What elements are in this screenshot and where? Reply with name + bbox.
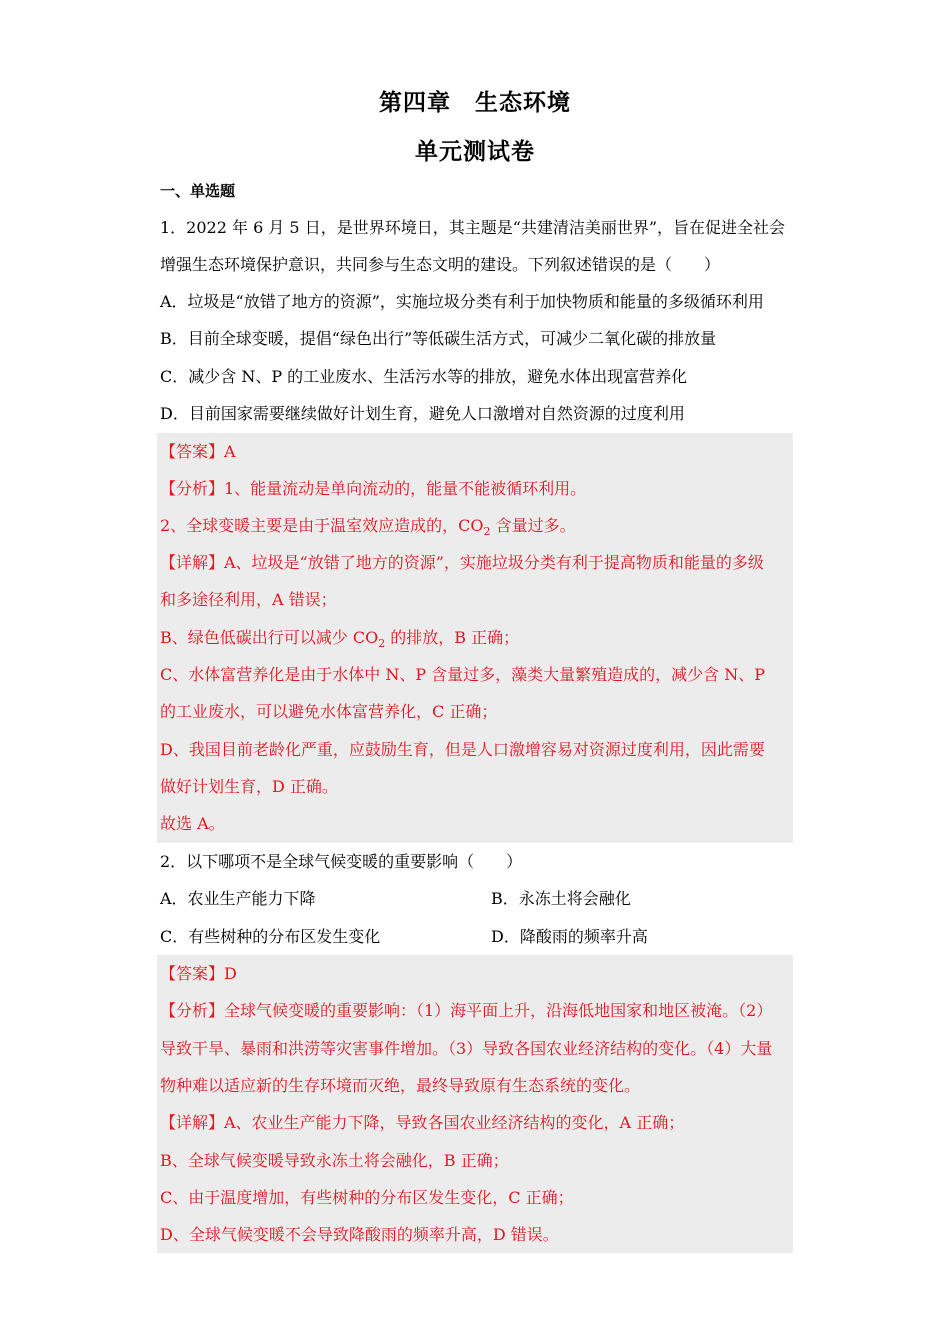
q1-analysis-line-2: 2、全球变暖主要是由于温室效应造成的，$CO_2$ 含量过多。 (160, 516, 576, 539)
section-heading: 一、单选题 (160, 182, 236, 200)
q2-detail-line-2: B、全球气候变暖导致永冻土将会融化，B 正确； (160, 1151, 509, 1170)
q1-detail-line-7: 做好计划生育，D 正确。 (160, 777, 338, 796)
page-subtitle: 单元测试卷 (415, 139, 535, 165)
q2-analysis-line-1: 【分析】全球气候变暖的重要影响：（1）海平面上升，沿海低地国家和地区被淹。（2） (160, 1001, 773, 1020)
q1-detail-line-6: D、我国目前老龄化严重，应鼓励生育，但是人口激增容易对资源过度利用，因此需要 (160, 740, 765, 759)
q2-detail-line-3: C、由于温度增加，有些树种的分布区发生变化，C 正确； (160, 1188, 574, 1207)
q1-answer: 【答案】A (160, 442, 236, 461)
q1-stem-line-1: 1．2022 年 6 月 5 日，是世界环境日，其主题是“共建清洁美丽世界”，旨在促进全社会 (160, 218, 786, 237)
q1-option-a: A．垃圾是“放错了地方的资源”，实施垃圾分类有利于加快物质和能量的多级循环利用 (160, 292, 764, 311)
q2-detail-line-4: D、全球气候变暖不会导致降酸雨的频率升高，D 错误。 (160, 1225, 559, 1244)
q2-stem: 2．以下哪项不是全球气候变暖的重要影响（ ） (160, 852, 523, 871)
q1-detail-line-1: 【详解】A、垃圾是“放错了地方的资源”，实施垃圾分类有利于提高物质和能量的多级 (160, 553, 764, 572)
q1-conclusion: 故选 A。 (160, 814, 225, 833)
q2-option-d: D．降酸雨的频率升高 (491, 927, 648, 946)
q1-detail-line-5: 的工业废水，可以避免水体富营养化，C 正确； (160, 702, 498, 721)
q1-option-c: C．减少含 N、P 的工业废水、生活污水等的排放，避免水体出现富营养化 (160, 367, 688, 386)
q2-option-b: B．永冻土将会融化 (491, 889, 631, 908)
q2-answer: 【答案】D (160, 964, 237, 983)
q1-detail-line-3: B、绿色低碳出行可以减少 $CO_2$ 的排放，B 正确； (160, 628, 520, 651)
q2-detail-line-1: 【详解】A、农业生产能力下降，导致各国农业经济结构的变化，A 正确； (160, 1113, 685, 1132)
q1-stem-line-2: 增强生态环境保护意识，共同参与生态文明的建设。下列叙述错误的是（ ） (160, 255, 721, 274)
page-title: 第四章 生态环境 (379, 90, 571, 116)
q2-analysis-line-3: 物种难以适应新的生存环境而灭绝，最终导致原有生态系统的变化。 (160, 1076, 641, 1095)
q2-analysis-line-2: 导致干旱、暴雨和洪涝等灾害事件增加。（3）导致各国农业经济结构的变化。（4）大量 (160, 1039, 773, 1058)
q2-option-c: C．有些树种的分布区发生变化 (160, 927, 381, 946)
q1-analysis-line-1: 【分析】1、能量流动是单向流动的，能量不能被循环利用。 (160, 479, 587, 498)
q1-option-d: D．目前国家需要继续做好计划生育，避免人口激增对自然资源的过度利用 (160, 404, 685, 423)
q1-option-b: B．目前全球变暖，提倡“绿色出行”等低碳生活方式，可减少二氧化碳的排放量 (160, 329, 717, 348)
q2-option-a: A．农业生产能力下降 (160, 889, 316, 908)
q1-detail-line-2: 和多途径利用，A 错误； (160, 590, 337, 609)
q1-detail-line-4: C、水体富营养化是由于水体中 N、P 含量过多，藻类大量繁殖造成的，减少含 N、P (160, 665, 766, 684)
